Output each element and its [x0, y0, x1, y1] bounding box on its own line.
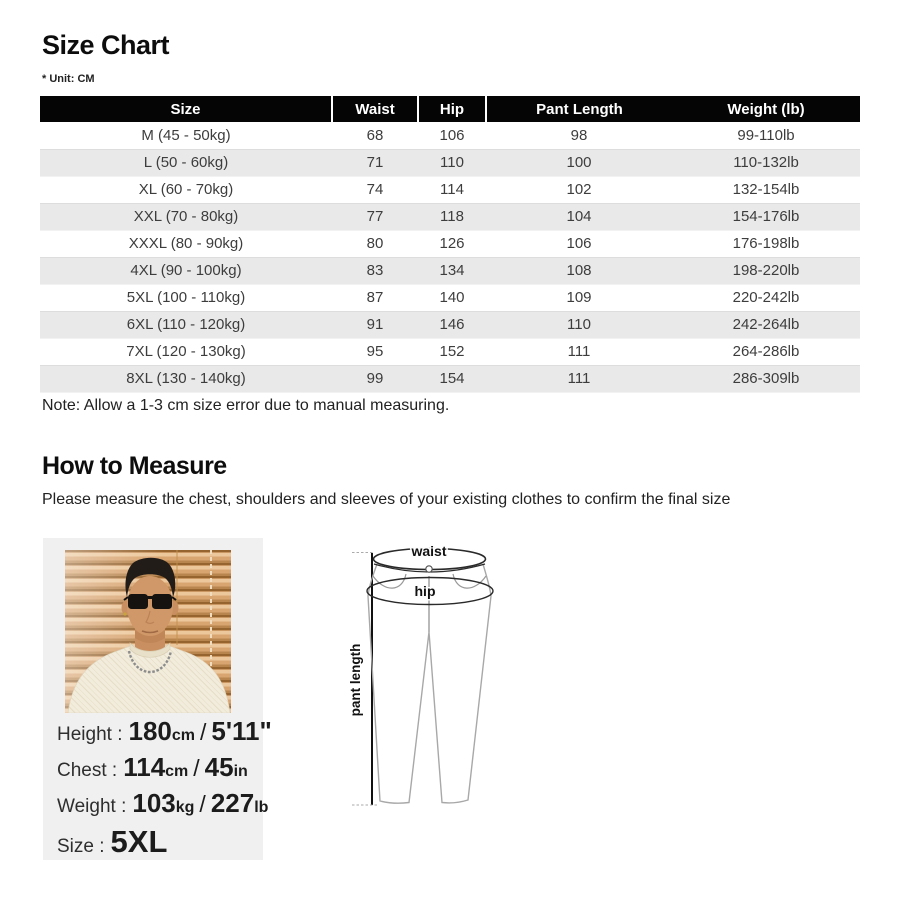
stat-weight-value-lb: 227: [210, 788, 255, 818]
stat-weight: [57, 788, 269, 824]
stat-chest-unit: cm: [165, 763, 189, 780]
stat-chest-unit2: in: [233, 763, 248, 780]
cell-waist: 68: [332, 122, 418, 149]
cell-pant-length: 109: [486, 284, 672, 311]
measure-subtitle: Please measure the chest, shoulders and sleeves of your existing clothes to confirm the final size: [42, 491, 731, 508]
cell-pant-length: 111: [486, 365, 672, 392]
cell-size: 7XL (120 - 130kg): [40, 338, 332, 365]
stat-separator: /: [193, 755, 200, 781]
stat-height-label: Height :: [57, 724, 123, 745]
cell-hip: 146: [418, 311, 486, 338]
table-row: [40, 176, 860, 203]
cell-waist: 99: [332, 365, 418, 392]
cell-hip: 114: [418, 176, 486, 203]
stat-height: [57, 716, 272, 752]
cell-hip: 126: [418, 230, 486, 257]
cell-size: 8XL (130 - 140kg): [40, 365, 332, 392]
unit-note: * Unit: CM: [42, 73, 95, 85]
stat-size-label: Size :: [57, 836, 105, 857]
cell-size: M (45 - 50kg): [40, 122, 332, 149]
cell-hip: 110: [418, 149, 486, 176]
stat-separator: /: [200, 719, 207, 745]
stat-chest-value-in: 45: [204, 752, 234, 782]
table-row: [40, 257, 860, 284]
cell-weight: 154-176lb: [672, 203, 860, 230]
stat-separator: /: [199, 791, 206, 817]
col-header-hip: Hip: [418, 96, 486, 122]
size-table: [40, 96, 860, 393]
col-header-size: Size: [40, 96, 332, 122]
size-table-body: [40, 122, 860, 392]
table-row: [40, 230, 860, 257]
stat-height-unit: cm: [171, 727, 195, 744]
table-row: [40, 284, 860, 311]
cell-pant-length: 111: [486, 338, 672, 365]
table-row: [40, 311, 860, 338]
cell-weight: 264-286lb: [672, 338, 860, 365]
cell-hip: 106: [418, 122, 486, 149]
model-stats: [57, 716, 272, 860]
cell-waist: 83: [332, 257, 418, 284]
cell-weight: 220-242lb: [672, 284, 860, 311]
cell-weight: 132-154lb: [672, 176, 860, 203]
cell-waist: 74: [332, 176, 418, 203]
stat-chest-label: Chest :: [57, 760, 118, 781]
cell-pant-length: 110: [486, 311, 672, 338]
stat-weight-value-kg: 103: [132, 788, 176, 818]
stat-height-value-cm: 180: [128, 716, 172, 746]
cell-hip: 118: [418, 203, 486, 230]
cell-pant-length: 98: [486, 122, 672, 149]
cell-waist: 87: [332, 284, 418, 311]
table-row: [40, 203, 860, 230]
cell-size: 4XL (90 - 100kg): [40, 257, 332, 284]
cell-hip: 134: [418, 257, 486, 284]
model-photo: [65, 550, 231, 713]
cell-pant-length: 104: [486, 203, 672, 230]
cell-waist: 91: [332, 311, 418, 338]
cell-weight: 286-309lb: [672, 365, 860, 392]
col-header-waist: Waist: [332, 96, 418, 122]
cell-size: XXL (70 - 80kg): [40, 203, 332, 230]
col-header-weight: Weight (lb): [672, 96, 860, 122]
cell-hip: 140: [418, 284, 486, 311]
stat-size-value: 5XL: [110, 824, 168, 859]
stat-height-value-ft: 5'11": [211, 716, 272, 746]
cell-size: 5XL (100 - 110kg): [40, 284, 332, 311]
cell-waist: 71: [332, 149, 418, 176]
waist-button: [426, 566, 432, 572]
size-table-header-row: [40, 96, 860, 122]
table-note: Note: Allow a 1-3 cm size error due to manual measuring.: [42, 397, 450, 414]
cell-weight: 110-132lb: [672, 149, 860, 176]
pant-length-label: pant length: [348, 643, 363, 717]
stat-chest: [57, 752, 259, 788]
cell-waist: 95: [332, 338, 418, 365]
cell-pant-length: 106: [486, 230, 672, 257]
table-row: [40, 338, 860, 365]
cell-pant-length: 102: [486, 176, 672, 203]
cell-size: XL (60 - 70kg): [40, 176, 332, 203]
stat-chest-value-cm: 114: [123, 752, 166, 782]
pants-outline: [368, 564, 491, 803]
cell-waist: 80: [332, 230, 418, 257]
stat-weight-unit2: lb: [254, 799, 269, 816]
pants-diagram: [340, 538, 540, 818]
page-title: Size Chart: [42, 30, 170, 60]
cell-size: L (50 - 60kg): [40, 149, 332, 176]
cell-hip: 152: [418, 338, 486, 365]
stat-size: [57, 824, 259, 860]
cell-size: XXXL (80 - 90kg): [40, 230, 332, 257]
cell-weight: 198-220lb: [672, 257, 860, 284]
table-row: [40, 365, 860, 392]
cell-hip: 154: [418, 365, 486, 392]
cell-weight: 99-110lb: [672, 122, 860, 149]
cell-waist: 77: [332, 203, 418, 230]
model-card: [43, 538, 272, 860]
measure-title: How to Measure: [42, 452, 227, 480]
cell-size: 6XL (110 - 120kg): [40, 311, 332, 338]
col-header-pant-length: Pant Length: [486, 96, 672, 122]
model-photo-illustration: [65, 550, 231, 713]
cell-pant-length: 100: [486, 149, 672, 176]
cell-weight: 176-198lb: [672, 230, 860, 257]
cell-weight: 242-264lb: [672, 311, 860, 338]
hip-label: hip: [414, 583, 436, 599]
table-row: [40, 149, 860, 176]
stat-weight-unit: kg: [175, 799, 195, 816]
stat-weight-label: Weight :: [57, 796, 127, 817]
waist-label: waist: [411, 543, 447, 559]
cell-pant-length: 108: [486, 257, 672, 284]
earring: [123, 612, 126, 615]
table-row: [40, 122, 860, 149]
